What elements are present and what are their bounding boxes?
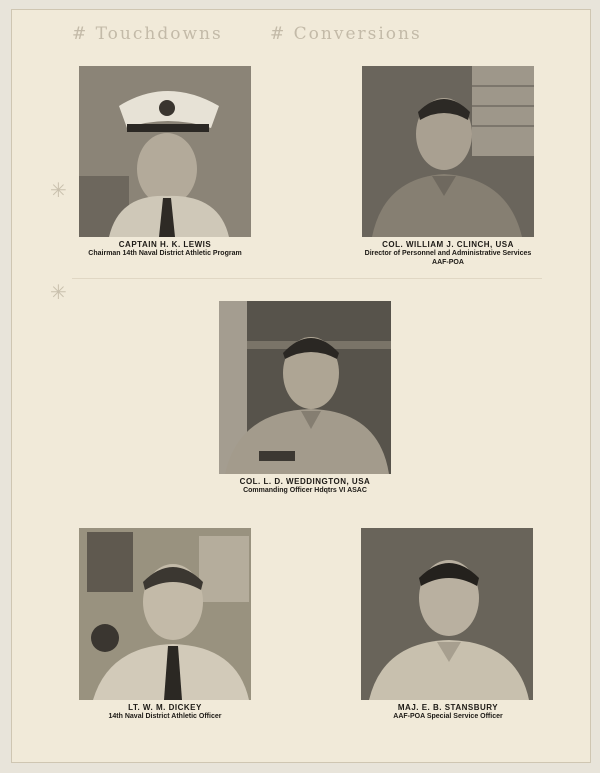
caption-weddington — [205, 477, 405, 495]
portrait-name: CAPTAIN H. K. LEWIS — [118, 240, 212, 249]
pencil-star-mark: ✳ — [50, 180, 67, 202]
portrait-name: MAJ. E. B. STANSBURY — [397, 703, 499, 712]
pencil-star-mark: ✳ — [50, 282, 67, 304]
portrait-name: LT. W. M. DICKEY — [128, 703, 202, 712]
pencil-note-conversions: # Conversions — [270, 24, 422, 44]
divider — [72, 278, 542, 279]
portrait-photo-dickey — [79, 528, 251, 700]
portrait-photo-stansbury — [361, 528, 533, 700]
portrait-name: COL. L. D. WEDDINGTON, USA — [239, 477, 371, 486]
program-page — [12, 10, 590, 762]
caption-lewis — [68, 240, 262, 258]
portrait-title: AAF-POA Special Service Officer — [393, 713, 503, 720]
portrait-title: Commanding Officer Hdqtrs VI ASAC — [243, 487, 367, 494]
portrait-title: Chairman 14th Naval District Athletic Program — [88, 250, 242, 257]
caption-dickey — [68, 703, 262, 721]
caption-stansbury — [348, 703, 548, 721]
portrait-photo-weddington — [219, 301, 391, 474]
portrait-photo-clinch — [362, 66, 534, 237]
caption-clinch — [348, 240, 548, 267]
pencil-note-touchdowns: # Touchdowns — [72, 24, 223, 44]
portrait-name: COL. WILLIAM J. CLINCH, USA — [382, 240, 514, 249]
portrait-title: 14th Naval District Athletic Officer — [108, 713, 222, 720]
portrait-photo-lewis — [79, 66, 251, 237]
portrait-title: AAF-POA — [432, 259, 464, 266]
portrait-title: Director of Personnel and Administrative Services — [364, 250, 532, 257]
